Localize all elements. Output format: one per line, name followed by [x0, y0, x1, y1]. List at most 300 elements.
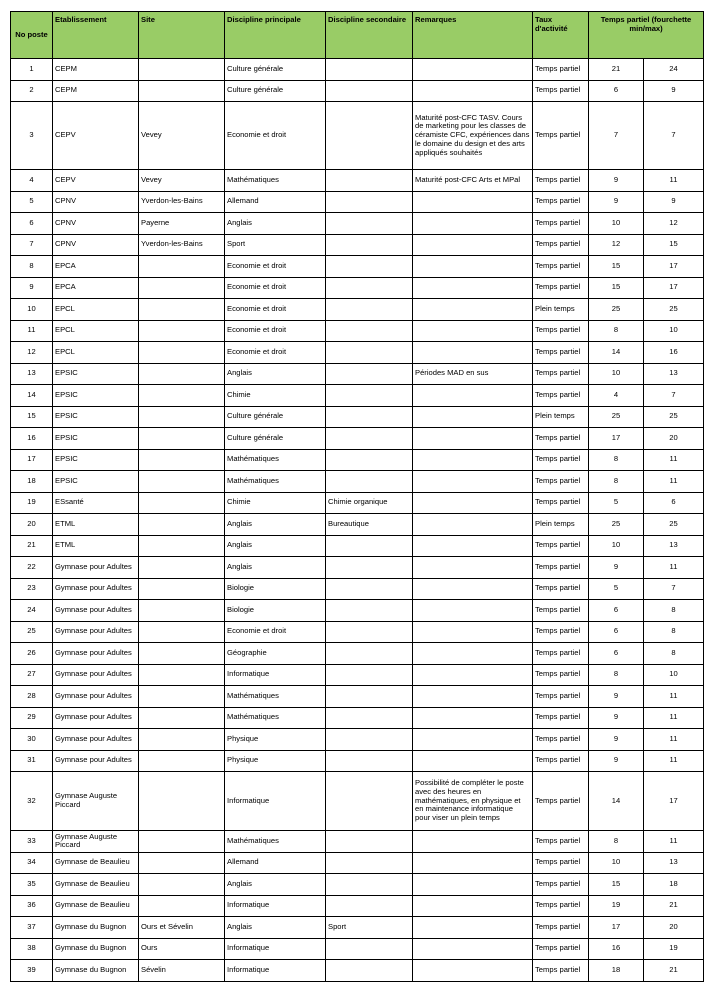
cell-no: 6: [11, 213, 53, 235]
table-row: [11, 102, 704, 170]
cell-min: 12: [589, 234, 644, 256]
cell-remarques: [413, 299, 533, 321]
cell-site: [139, 643, 225, 665]
cell-max: 11: [644, 831, 704, 853]
cell-max: 25: [644, 514, 704, 536]
cell-etablissement: Gymnase pour Adultes: [53, 557, 139, 579]
cell-discipline-principale: Allemand: [225, 191, 326, 213]
cell-max: 18: [644, 874, 704, 896]
cell-taux-activite: Temps partiel: [533, 385, 589, 407]
table-row: [11, 895, 704, 917]
cell-no: 2: [11, 80, 53, 102]
cell-min: 9: [589, 557, 644, 579]
cell-etablissement: Gymnase Auguste Piccard: [53, 831, 139, 853]
table-row: [11, 917, 704, 939]
cell-no: 36: [11, 895, 53, 917]
cell-etablissement: Gymnase pour Adultes: [53, 750, 139, 772]
table-row: [11, 320, 704, 342]
cell-site: [139, 707, 225, 729]
cell-discipline-principale: Anglais: [225, 363, 326, 385]
cell-max: 21: [644, 960, 704, 982]
cell-no: 22: [11, 557, 53, 579]
header-temps-partiel: Temps partiel (fourchette min/max): [589, 12, 704, 59]
cell-discipline-secondaire: [326, 80, 413, 102]
cell-discipline-secondaire: [326, 874, 413, 896]
cell-discipline-secondaire: [326, 535, 413, 557]
cell-discipline-principale: Allemand: [225, 852, 326, 874]
cell-discipline-secondaire: [326, 578, 413, 600]
cell-taux-activite: Temps partiel: [533, 320, 589, 342]
table-body: [11, 59, 704, 982]
cell-no: 3: [11, 102, 53, 170]
cell-max: 7: [644, 102, 704, 170]
cell-taux-activite: Temps partiel: [533, 471, 589, 493]
cell-remarques: [413, 535, 533, 557]
cell-min: 4: [589, 385, 644, 407]
cell-site: [139, 514, 225, 536]
cell-etablissement: EPSIC: [53, 471, 139, 493]
cell-discipline-principale: Economie et droit: [225, 299, 326, 321]
cell-etablissement: EPCA: [53, 277, 139, 299]
cell-taux-activite: Temps partiel: [533, 80, 589, 102]
cell-etablissement: Gymnase du Bugnon: [53, 960, 139, 982]
cell-no: 5: [11, 191, 53, 213]
cell-etablissement: Gymnase pour Adultes: [53, 578, 139, 600]
cell-etablissement: EPCL: [53, 299, 139, 321]
cell-discipline-principale: Géographie: [225, 643, 326, 665]
cell-taux-activite: Temps partiel: [533, 917, 589, 939]
cell-no: 30: [11, 729, 53, 751]
table-row: [11, 234, 704, 256]
cell-site: [139, 664, 225, 686]
cell-taux-activite: Temps partiel: [533, 686, 589, 708]
cell-remarques: [413, 428, 533, 450]
cell-taux-activite: Temps partiel: [533, 895, 589, 917]
cell-discipline-secondaire: [326, 852, 413, 874]
cell-discipline-principale: Chimie: [225, 385, 326, 407]
cell-discipline-principale: Biologie: [225, 578, 326, 600]
cell-max: 17: [644, 772, 704, 831]
cell-no: 12: [11, 342, 53, 364]
cell-site: Payerne: [139, 213, 225, 235]
cell-discipline-secondaire: [326, 449, 413, 471]
cell-remarques: [413, 385, 533, 407]
cell-site: [139, 831, 225, 853]
cell-max: 17: [644, 256, 704, 278]
cell-remarques: [413, 621, 533, 643]
cell-taux-activite: Plein temps: [533, 406, 589, 428]
cell-max: 16: [644, 342, 704, 364]
table-row: [11, 342, 704, 364]
cell-remarques: [413, 852, 533, 874]
cell-etablissement: CEPV: [53, 170, 139, 192]
cell-discipline-principale: Mathématiques: [225, 449, 326, 471]
cell-remarques: [413, 406, 533, 428]
cell-etablissement: EPSIC: [53, 428, 139, 450]
cell-site: [139, 342, 225, 364]
cell-remarques: [413, 707, 533, 729]
cell-max: 11: [644, 471, 704, 493]
cell-max: 13: [644, 535, 704, 557]
cell-no: 17: [11, 449, 53, 471]
table-row: [11, 600, 704, 622]
header-etablissement: Etablissement: [53, 12, 139, 59]
cell-site: [139, 406, 225, 428]
cell-min: 14: [589, 772, 644, 831]
cell-discipline-principale: Culture générale: [225, 406, 326, 428]
cell-discipline-principale: Mathématiques: [225, 471, 326, 493]
cell-discipline-secondaire: [326, 621, 413, 643]
cell-remarques: [413, 492, 533, 514]
table-row: [11, 449, 704, 471]
cell-remarques: [413, 514, 533, 536]
table-row: [11, 363, 704, 385]
cell-max: 8: [644, 643, 704, 665]
cell-no: 10: [11, 299, 53, 321]
cell-discipline-secondaire: [326, 960, 413, 982]
cell-discipline-principale: Culture générale: [225, 428, 326, 450]
cell-etablissement: CEPM: [53, 59, 139, 81]
table-row: [11, 960, 704, 982]
cell-taux-activite: Plein temps: [533, 299, 589, 321]
header-taux-activite: Taux d'activité: [533, 12, 589, 59]
cell-remarques: [413, 938, 533, 960]
cell-max: 20: [644, 917, 704, 939]
cell-max: 25: [644, 299, 704, 321]
cell-etablissement: Gymnase pour Adultes: [53, 600, 139, 622]
cell-no: 28: [11, 686, 53, 708]
cell-max: 11: [644, 729, 704, 751]
cell-discipline-principale: Sport: [225, 234, 326, 256]
cell-no: 16: [11, 428, 53, 450]
cell-no: 32: [11, 772, 53, 831]
cell-discipline-secondaire: [326, 831, 413, 853]
cell-discipline-secondaire: [326, 664, 413, 686]
cell-etablissement: EPCL: [53, 320, 139, 342]
cell-no: 39: [11, 960, 53, 982]
cell-max: 11: [644, 686, 704, 708]
cell-etablissement: Gymnase pour Adultes: [53, 686, 139, 708]
cell-discipline-secondaire: [326, 385, 413, 407]
cell-min: 9: [589, 750, 644, 772]
cell-site: [139, 874, 225, 896]
cell-etablissement: Gymnase de Beaulieu: [53, 852, 139, 874]
cell-discipline-principale: Anglais: [225, 557, 326, 579]
cell-min: 8: [589, 831, 644, 853]
cell-site: [139, 277, 225, 299]
cell-taux-activite: Temps partiel: [533, 750, 589, 772]
cell-remarques: [413, 578, 533, 600]
cell-discipline-secondaire: [326, 772, 413, 831]
cell-max: 10: [644, 320, 704, 342]
cell-discipline-principale: Informatique: [225, 664, 326, 686]
cell-taux-activite: Temps partiel: [533, 492, 589, 514]
cell-discipline-principale: Informatique: [225, 960, 326, 982]
cell-no: 15: [11, 406, 53, 428]
cell-remarques: [413, 895, 533, 917]
cell-no: 9: [11, 277, 53, 299]
cell-remarques: [413, 256, 533, 278]
table-row: [11, 831, 704, 853]
cell-remarques: [413, 750, 533, 772]
cell-discipline-secondaire: Bureautique: [326, 514, 413, 536]
cell-etablissement: CPNV: [53, 234, 139, 256]
cell-discipline-principale: Anglais: [225, 535, 326, 557]
cell-discipline-secondaire: [326, 59, 413, 81]
cell-no: 27: [11, 664, 53, 686]
cell-etablissement: CPNV: [53, 213, 139, 235]
cell-discipline-secondaire: [326, 102, 413, 170]
cell-taux-activite: Temps partiel: [533, 938, 589, 960]
cell-discipline-secondaire: [326, 363, 413, 385]
cell-discipline-principale: Mathématiques: [225, 707, 326, 729]
cell-site: [139, 852, 225, 874]
cell-min: 10: [589, 535, 644, 557]
cell-taux-activite: Temps partiel: [533, 213, 589, 235]
cell-max: 8: [644, 621, 704, 643]
cell-site: [139, 578, 225, 600]
cell-discipline-secondaire: [326, 342, 413, 364]
cell-discipline-principale: Chimie: [225, 492, 326, 514]
cell-taux-activite: Temps partiel: [533, 256, 589, 278]
cell-max: 7: [644, 578, 704, 600]
cell-taux-activite: Temps partiel: [533, 664, 589, 686]
table-row: [11, 874, 704, 896]
cell-discipline-principale: Economie et droit: [225, 342, 326, 364]
cell-etablissement: Gymnase Auguste Piccard: [53, 772, 139, 831]
cell-min: 5: [589, 492, 644, 514]
cell-no: 4: [11, 170, 53, 192]
cell-etablissement: CEPV: [53, 102, 139, 170]
cell-min: 16: [589, 938, 644, 960]
cell-discipline-principale: Anglais: [225, 213, 326, 235]
cell-discipline-secondaire: [326, 938, 413, 960]
cell-remarques: [413, 729, 533, 751]
cell-site: [139, 80, 225, 102]
cell-taux-activite: Temps partiel: [533, 729, 589, 751]
cell-no: 31: [11, 750, 53, 772]
cell-etablissement: Gymnase pour Adultes: [53, 643, 139, 665]
cell-max: 9: [644, 191, 704, 213]
table-row: [11, 938, 704, 960]
cell-max: 19: [644, 938, 704, 960]
table-row: [11, 191, 704, 213]
cell-etablissement: EPSIC: [53, 363, 139, 385]
table-row: [11, 385, 704, 407]
cell-max: 25: [644, 406, 704, 428]
cell-discipline-secondaire: [326, 750, 413, 772]
cell-discipline-principale: Informatique: [225, 938, 326, 960]
cell-taux-activite: Temps partiel: [533, 600, 589, 622]
cell-min: 5: [589, 578, 644, 600]
cell-discipline-secondaire: [326, 406, 413, 428]
cell-taux-activite: Temps partiel: [533, 191, 589, 213]
cell-discipline-secondaire: [326, 299, 413, 321]
cell-taux-activite: Temps partiel: [533, 578, 589, 600]
cell-etablissement: CEPM: [53, 80, 139, 102]
header-row: [11, 12, 704, 59]
cell-site: [139, 895, 225, 917]
cell-site: [139, 59, 225, 81]
cell-taux-activite: Temps partiel: [533, 428, 589, 450]
cell-remarques: [413, 471, 533, 493]
cell-max: 11: [644, 170, 704, 192]
cell-discipline-principale: Economie et droit: [225, 621, 326, 643]
cell-taux-activite: Temps partiel: [533, 363, 589, 385]
cell-min: 17: [589, 917, 644, 939]
cell-taux-activite: Temps partiel: [533, 707, 589, 729]
cell-no: 11: [11, 320, 53, 342]
cell-min: 9: [589, 729, 644, 751]
cell-min: 21: [589, 59, 644, 81]
cell-discipline-principale: Informatique: [225, 895, 326, 917]
cell-discipline-principale: Economie et droit: [225, 256, 326, 278]
cell-discipline-secondaire: [326, 277, 413, 299]
cell-discipline-secondaire: Sport: [326, 917, 413, 939]
cell-min: 9: [589, 191, 644, 213]
cell-taux-activite: Temps partiel: [533, 234, 589, 256]
job-table-sheet: [10, 11, 704, 982]
cell-discipline-principale: Anglais: [225, 514, 326, 536]
cell-min: 9: [589, 686, 644, 708]
cell-taux-activite: Temps partiel: [533, 831, 589, 853]
table-row: [11, 299, 704, 321]
cell-etablissement: ETML: [53, 514, 139, 536]
cell-remarques: Périodes MAD en sus: [413, 363, 533, 385]
cell-etablissement: CPNV: [53, 191, 139, 213]
cell-min: 9: [589, 707, 644, 729]
cell-remarques: [413, 600, 533, 622]
cell-taux-activite: Temps partiel: [533, 59, 589, 81]
cell-no: 8: [11, 256, 53, 278]
table-row: [11, 514, 704, 536]
cell-site: [139, 320, 225, 342]
cell-remarques: [413, 234, 533, 256]
table-row: [11, 406, 704, 428]
cell-taux-activite: Temps partiel: [533, 535, 589, 557]
cell-taux-activite: Temps partiel: [533, 557, 589, 579]
table-row: [11, 428, 704, 450]
cell-taux-activite: Temps partiel: [533, 874, 589, 896]
cell-max: 11: [644, 750, 704, 772]
cell-no: 29: [11, 707, 53, 729]
table-row: [11, 750, 704, 772]
cell-min: 14: [589, 342, 644, 364]
cell-discipline-principale: Culture générale: [225, 80, 326, 102]
cell-taux-activite: Temps partiel: [533, 342, 589, 364]
cell-min: 6: [589, 621, 644, 643]
cell-max: 11: [644, 449, 704, 471]
cell-etablissement: ETML: [53, 535, 139, 557]
cell-remarques: [413, 917, 533, 939]
header-discipline-principale: Discipline principale: [225, 12, 326, 59]
cell-etablissement: EPSIC: [53, 385, 139, 407]
cell-no: 24: [11, 600, 53, 622]
cell-min: 18: [589, 960, 644, 982]
table-row: [11, 80, 704, 102]
cell-site: [139, 535, 225, 557]
cell-no: 13: [11, 363, 53, 385]
cell-site: Sévelin: [139, 960, 225, 982]
cell-etablissement: ESsanté: [53, 492, 139, 514]
table-row: [11, 213, 704, 235]
table-row: [11, 492, 704, 514]
cell-etablissement: EPCA: [53, 256, 139, 278]
cell-discipline-secondaire: [326, 256, 413, 278]
cell-taux-activite: Temps partiel: [533, 449, 589, 471]
cell-min: 8: [589, 449, 644, 471]
table-row: [11, 707, 704, 729]
cell-remarques: [413, 686, 533, 708]
cell-etablissement: EPCL: [53, 342, 139, 364]
table-row: [11, 59, 704, 81]
cell-discipline-principale: Anglais: [225, 874, 326, 896]
cell-discipline-principale: Economie et droit: [225, 277, 326, 299]
cell-discipline-principale: Physique: [225, 729, 326, 751]
cell-discipline-secondaire: [326, 895, 413, 917]
cell-discipline-principale: Economie et droit: [225, 102, 326, 170]
cell-discipline-secondaire: [326, 729, 413, 751]
cell-min: 19: [589, 895, 644, 917]
cell-max: 7: [644, 385, 704, 407]
table-row: [11, 621, 704, 643]
cell-max: 20: [644, 428, 704, 450]
cell-discipline-secondaire: [326, 213, 413, 235]
table-row: [11, 686, 704, 708]
cell-taux-activite: Plein temps: [533, 514, 589, 536]
cell-site: [139, 600, 225, 622]
cell-remarques: Maturité post-CFC Arts et MPal: [413, 170, 533, 192]
cell-max: 21: [644, 895, 704, 917]
cell-max: 17: [644, 277, 704, 299]
cell-max: 8: [644, 600, 704, 622]
cell-min: 8: [589, 664, 644, 686]
cell-min: 10: [589, 363, 644, 385]
cell-remarques: [413, 277, 533, 299]
cell-max: 11: [644, 707, 704, 729]
table-row: [11, 471, 704, 493]
cell-no: 19: [11, 492, 53, 514]
cell-site: [139, 428, 225, 450]
cell-etablissement: Gymnase pour Adultes: [53, 707, 139, 729]
cell-min: 25: [589, 514, 644, 536]
cell-discipline-principale: Informatique: [225, 772, 326, 831]
cell-discipline-secondaire: [326, 707, 413, 729]
cell-etablissement: Gymnase pour Adultes: [53, 729, 139, 751]
cell-etablissement: Gymnase de Beaulieu: [53, 895, 139, 917]
cell-no: 33: [11, 831, 53, 853]
header-remarques: Remarques: [413, 12, 533, 59]
cell-min: 8: [589, 320, 644, 342]
cell-site: Vevey: [139, 170, 225, 192]
cell-discipline-principale: Mathématiques: [225, 686, 326, 708]
table-row: [11, 578, 704, 600]
cell-taux-activite: Temps partiel: [533, 170, 589, 192]
table-row: [11, 277, 704, 299]
cell-site: Yverdon-les-Bains: [139, 234, 225, 256]
cell-discipline-secondaire: [326, 234, 413, 256]
cell-taux-activite: Temps partiel: [533, 852, 589, 874]
cell-site: [139, 729, 225, 751]
table-row: [11, 557, 704, 579]
cell-etablissement: Gymnase de Beaulieu: [53, 874, 139, 896]
cell-max: 13: [644, 852, 704, 874]
cell-remarques: [413, 191, 533, 213]
cell-min: 15: [589, 277, 644, 299]
cell-remarques: [413, 643, 533, 665]
cell-no: 26: [11, 643, 53, 665]
cell-taux-activite: Temps partiel: [533, 621, 589, 643]
